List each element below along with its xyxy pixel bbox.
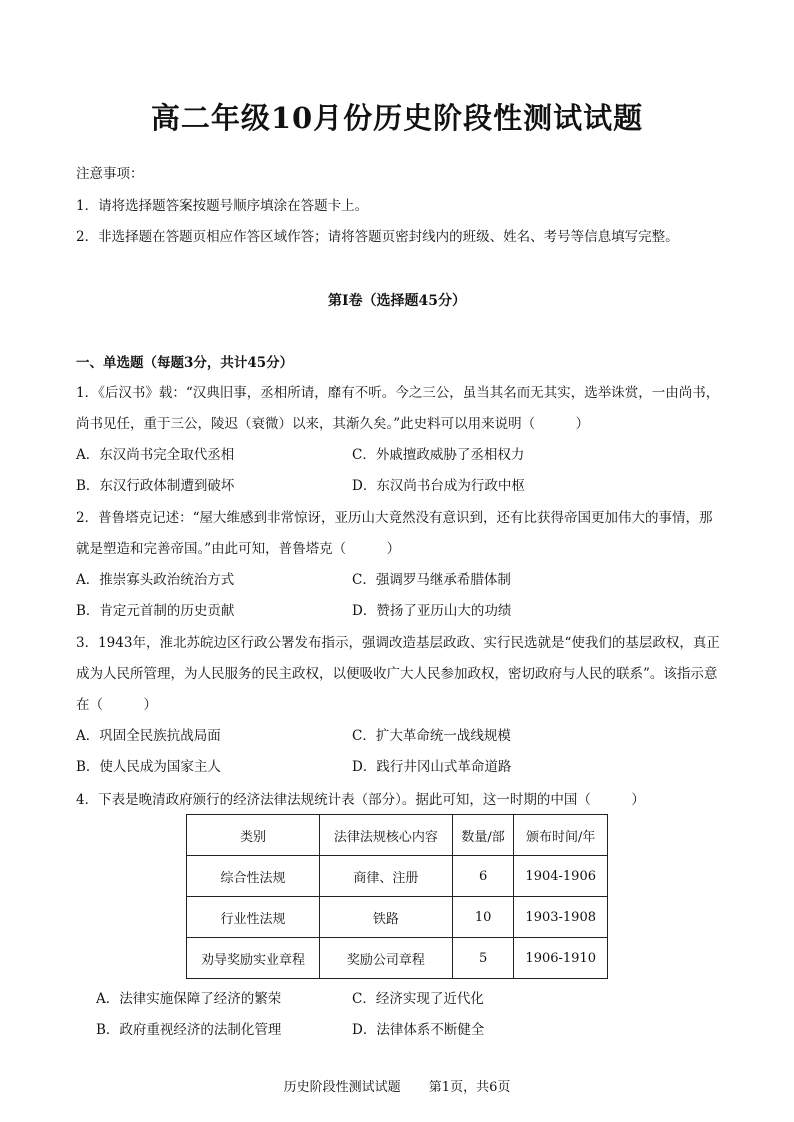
- question-3-options: [76, 721, 720, 783]
- footer-page-number: 第1页，共6页: [428, 1080, 511, 1095]
- table-cell: 铁路: [319, 897, 452, 938]
- page-footer: [0, 1076, 794, 1095]
- volume-title: 第Ⅰ卷（选择题45分）: [327, 293, 467, 309]
- question-3-stem: 3．1943年，淮北苏皖边区行政公署发布指示，强调改造基层政政、实行民选就是“使我们的基层政权，真正成为人民所管理，为人民服务的民主政权，以便吸收广大人民参加政权，密切政府与人民的联系”。该指示意在（ ）: [76, 635, 720, 713]
- table-header-cell: 类别: [187, 815, 320, 856]
- option-d: D．东汉尚书台成为行政中枢: [352, 478, 525, 494]
- table-header-row: [187, 815, 608, 856]
- notice-item-2: 2．非选择题在答题页相应作答区域作答；请将答题页密封线内的班级、姓名、考号等信息填写完整。: [76, 229, 679, 245]
- option-row: [76, 471, 720, 502]
- table-cell: 综合性法规: [187, 856, 320, 897]
- table-cell: 1906-1910: [514, 938, 608, 979]
- table-row: [187, 938, 608, 979]
- table-cell: 5: [452, 938, 514, 979]
- table-header-cell: 法律法规核心内容: [319, 815, 452, 856]
- question-2-options: [76, 565, 720, 627]
- option-row: [76, 565, 720, 596]
- option-c: C．经济实现了近代化: [352, 991, 484, 1007]
- table-cell: 行业性法规: [187, 897, 320, 938]
- question-4-options: [96, 984, 740, 1046]
- option-c: C．外戚擅政威胁了丞相权力: [352, 447, 525, 463]
- option-c: C．扩大革命统一战线规模: [352, 728, 511, 744]
- option-row: [76, 440, 720, 471]
- option-row: [96, 1015, 740, 1046]
- option-a: A．东汉尚书完全取代丞相: [76, 447, 235, 463]
- option-b: B．东汉行政体制遭到破坏: [76, 478, 235, 494]
- table-cell: 1903-1908: [514, 897, 608, 938]
- table-row: [187, 856, 608, 897]
- section-title: 一、单选题（每题3分，共计45分）: [76, 355, 294, 371]
- notice-heading: 注意事项：: [76, 166, 144, 182]
- option-a: A．推崇寡头政治统治方式: [76, 572, 235, 588]
- option-a: A．巩固全民族抗战局面: [76, 728, 221, 744]
- option-b: B．肯定元首制的历史贡献: [76, 603, 235, 619]
- option-d: D．法律体系不断健全: [352, 1022, 485, 1038]
- table-cell: 6: [452, 856, 514, 897]
- option-c: C．强调罗马继承希腊体制: [352, 572, 511, 588]
- notice-item-1: 1．请将选择题答案按题号顺序填涂在答题卡上。: [76, 198, 369, 214]
- statistics-table: [186, 814, 608, 979]
- table-cell: 10: [452, 897, 514, 938]
- option-row: [76, 752, 720, 783]
- option-a: A．法律实施保障了经济的繁荣: [96, 991, 282, 1007]
- table-cell: 1904-1906: [514, 856, 608, 897]
- table-cell: 奖励公司章程: [319, 938, 452, 979]
- table-cell: 商律、注册: [319, 856, 452, 897]
- table-header-cell: 数量/部: [452, 815, 514, 856]
- exam-title: 高二年级10月份历史阶段性测试试题: [150, 101, 644, 135]
- option-b: B．政府重视经济的法制化管理: [96, 1022, 282, 1038]
- footer-exam-name: 历史阶段性测试试题: [283, 1080, 401, 1095]
- question-4-stem: 4．下表是晚清政府颁行的经济法律法规统计表（部分）。据此可知，这一时期的中国（ ）: [76, 792, 645, 808]
- option-d: D．践行井冈山式革命道路: [352, 759, 512, 775]
- table-header-cell: 颁布时间/年: [514, 815, 608, 856]
- question-1-stem: 1．《后汉书》载：“汉典旧事，丞相所请，靡有不听。今之三公，虽当其名而无其实，选举诛赏，一由尚书，尚书见任，重于三公，陵迟（衰微）以来，其渐久矣。”此史料可以用来说明（ ）: [76, 385, 720, 432]
- option-row: [76, 721, 720, 752]
- option-row: [76, 596, 720, 627]
- table-row: [187, 897, 608, 938]
- option-row: [96, 984, 740, 1015]
- question-1-options: [76, 440, 720, 502]
- option-b: B．使人民成为国家主人: [76, 759, 221, 775]
- table-cell: 劝导奖励实业章程: [187, 938, 320, 979]
- option-d: D．赞扬了亚历山大的功绩: [352, 603, 512, 619]
- question-2-stem: 2．普鲁塔克记述：“屋大维感到非常惊讶，亚历山大竟然没有意识到，还有比获得帝国更加伟大的事情，那就是塑造和完善帝国。”由此可知，普鲁塔克（ ）: [76, 510, 713, 557]
